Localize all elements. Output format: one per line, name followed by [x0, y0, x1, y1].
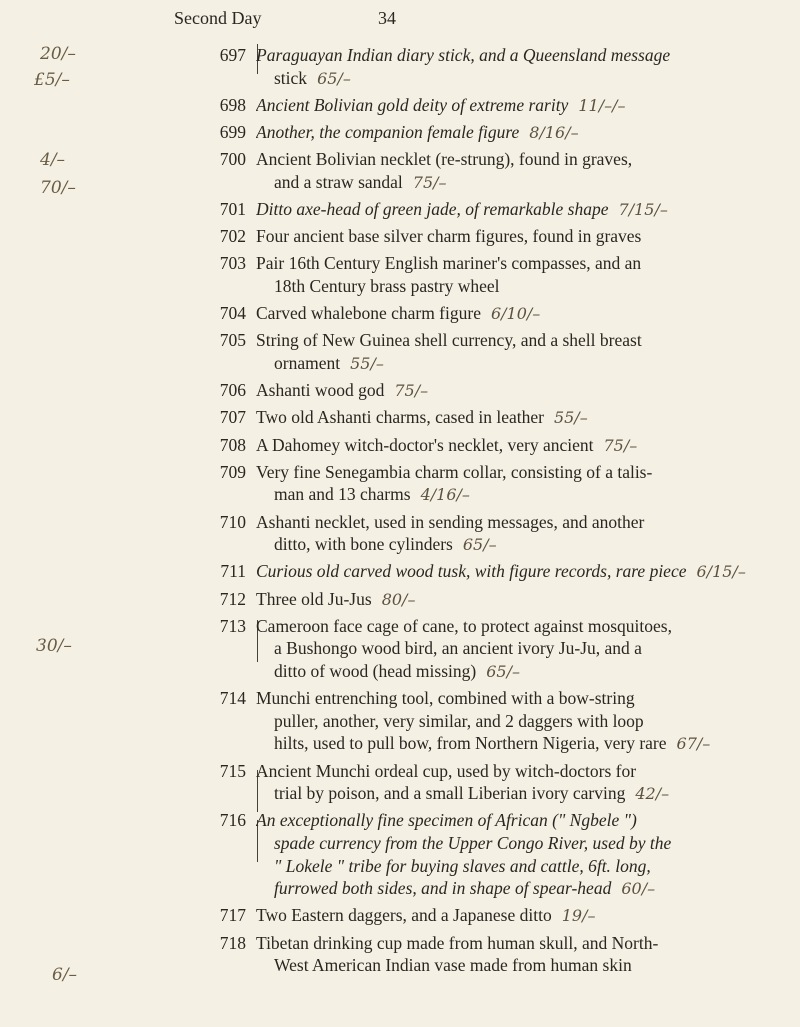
lot-description-line [256, 44, 776, 66]
lot-number: 705 [219, 330, 246, 351]
lot-number: 707 [219, 407, 246, 428]
description-text: Ashanti necklet, used in sending messages, and another [256, 511, 645, 532]
lot-description-line [256, 560, 776, 583]
lot-number: 701 [219, 199, 246, 219]
description-text: Ditto axe-head of green jade, of remarkable shape [256, 199, 609, 219]
day-heading: Second Day [174, 8, 262, 28]
lot-description-line [256, 302, 776, 325]
price-annotation: 6/15/– [696, 562, 746, 582]
price-annotation: 8/16/– [529, 123, 579, 142]
margin-note: £5/– [34, 70, 70, 90]
lot-number: 710 [219, 511, 246, 532]
lot-number: 712 [219, 588, 246, 609]
lot-description-line [256, 406, 776, 429]
lot-description-line [256, 148, 776, 170]
description-text: Ashanti wood god [256, 380, 385, 401]
lot-number: 717 [219, 905, 246, 926]
lot-description-line [256, 904, 776, 927]
lot-description-line [274, 954, 794, 976]
description-text: ditto of wood (head missing) [274, 661, 477, 681]
lot-number: 703 [219, 253, 246, 274]
price-annotation: 67/– [676, 734, 711, 754]
description-text: and a straw sandal [274, 171, 403, 192]
description-text: An exceptionally fine specimen of African (" Ngbele ") [256, 810, 637, 831]
lot-description-line [256, 198, 776, 221]
margin-note: 30/– [36, 636, 72, 656]
lot-number: 716 [219, 810, 246, 831]
description-text: Pair 16th Century English mariner's compasses, and an [256, 253, 642, 274]
lot-description-line [256, 461, 776, 483]
lot-description-line [274, 832, 794, 854]
lot-description-line [256, 615, 776, 637]
description-text: A Dahomey witch-doctor's necklet, very ancient [256, 434, 594, 455]
price-annotation: 55/– [553, 408, 588, 428]
description-text: 18th Century brass pastry wheel [274, 276, 500, 296]
lot-description-line [274, 660, 794, 683]
lot-description-line [256, 225, 776, 247]
price-annotation: 19/– [561, 906, 596, 926]
lot-number: 702 [219, 226, 246, 247]
lot-description-line [274, 67, 794, 90]
price-annotation: 75/– [394, 381, 429, 401]
page-header [174, 8, 760, 38]
lot-number: 704 [219, 303, 246, 324]
price-annotation: 65/– [317, 68, 351, 88]
lot-description-line [256, 121, 776, 144]
price-annotation: 4/16/– [420, 485, 470, 505]
lot-number: 713 [219, 615, 246, 636]
lot-number: 699 [219, 122, 246, 142]
description-text: Four ancient base silver charm figures, found in graves [256, 226, 642, 247]
description-text: man and 13 charms [274, 484, 411, 505]
lot-number: 709 [219, 461, 246, 482]
lot-number: 700 [219, 149, 246, 170]
description-text: Three old Ju-Jus [256, 588, 372, 609]
description-text: Cameroon face cage of cane, to protect against mosquitoes, [256, 615, 672, 636]
margin-note: 6/– [52, 965, 78, 985]
lot-description-line [256, 252, 776, 274]
lot-description-line [274, 782, 794, 805]
description-text: stick [274, 67, 308, 88]
lot-description-line [256, 932, 776, 954]
description-text: Ancient Bolivian necklet (re-strung), found in graves, [256, 149, 633, 170]
price-annotation: 75/– [603, 435, 638, 455]
description-text: ornament [274, 353, 341, 373]
page-number: 34 [378, 8, 396, 28]
price-annotation: 60/– [621, 879, 656, 899]
description-text: Ancient Munchi ordeal cup, used by witch-doctors for [256, 760, 637, 781]
lot-description-line [274, 877, 794, 900]
description-text: trial by poison, and a small Liberian ivory carving [274, 783, 626, 804]
description-text: hilts, used to pull bow, from Northern Nigeria, very rare [274, 733, 667, 754]
description-text: Tibetan drinking cup made from human skull, and North- [256, 932, 659, 953]
price-annotation: 7/15/– [618, 200, 668, 219]
lot-number: 715 [219, 760, 246, 781]
lot-description-line [256, 588, 776, 611]
lot-number: 711 [220, 561, 246, 582]
price-annotation: 65/– [462, 535, 497, 555]
lot-description-line [274, 732, 794, 755]
lot-number: 718 [219, 932, 246, 953]
lot-number: 698 [219, 94, 246, 115]
price-annotation: 6/10/– [490, 304, 541, 324]
description-text: a Bushongo wood bird, an ancient ivory Ju-Ju, and a [274, 638, 642, 659]
description-text: Paraguayan Indian diary stick, and a Queensland message [256, 45, 671, 65]
description-text: puller, another, very similar, and 2 daggers with loop [274, 710, 644, 731]
lot-description-line [274, 275, 794, 297]
lot-description-line [274, 710, 794, 732]
lot-number: 697 [219, 45, 246, 65]
description-text: Munchi entrenching tool, combined with a bow-string [256, 688, 635, 709]
description-text: Two Eastern daggers, and a Japanese ditto [256, 905, 552, 926]
description-text: Curious old carved wood tusk, with figure records, rare piece [256, 561, 687, 582]
lot-number: 714 [219, 688, 246, 709]
lot-description-line [256, 329, 776, 351]
price-annotation: 75/– [412, 172, 447, 192]
price-annotation: 55/– [350, 354, 384, 373]
lot-description-line [274, 171, 794, 194]
lot-description-line [256, 94, 776, 117]
description-text: West American Indian vase made from human skin [274, 955, 632, 976]
lot-number: 708 [219, 434, 246, 455]
margin-note: 20/– [40, 44, 76, 64]
lot-description-line [274, 352, 794, 375]
lot-description-line [256, 760, 776, 782]
price-annotation: 80/– [381, 589, 416, 609]
lot-number: 706 [219, 380, 246, 401]
price-annotation: 42/– [635, 784, 670, 804]
lot-description-line [274, 637, 794, 659]
lot-description-line [256, 511, 776, 533]
lot-description-line [256, 809, 776, 831]
price-annotation: 65/– [486, 662, 520, 681]
price-annotation: 11/–/– [578, 95, 626, 115]
description-text: String of New Guinea shell currency, and a shell breast [256, 330, 642, 351]
lot-description-line [256, 687, 776, 709]
description-text: Very fine Senegambia charm collar, consisting of a talis- [256, 461, 653, 482]
description-text: Two old Ashanti charms, cased in leather [256, 407, 544, 428]
lot-description-line [274, 533, 794, 556]
margin-note: 4/– [40, 150, 66, 170]
description-text: ditto, with bone cylinders [274, 534, 453, 555]
lot-description-line [256, 434, 776, 457]
description-text: Another, the companion female figure [256, 122, 520, 142]
lot-description-line [274, 855, 794, 877]
lot-description-line [256, 379, 776, 402]
description-text: " Lokele " tribe for buying slaves and cattle, 6ft. long, [274, 855, 651, 876]
description-text: Carved whalebone charm figure [256, 303, 481, 324]
description-text: Ancient Bolivian gold deity of extreme rarity [256, 94, 569, 115]
margin-note: 70/– [40, 178, 76, 198]
description-text: spade currency from the Upper Congo River, used by the [274, 833, 672, 853]
lot-description-line [274, 483, 794, 506]
description-text: furrowed both sides, and in shape of spear-head [274, 878, 612, 899]
